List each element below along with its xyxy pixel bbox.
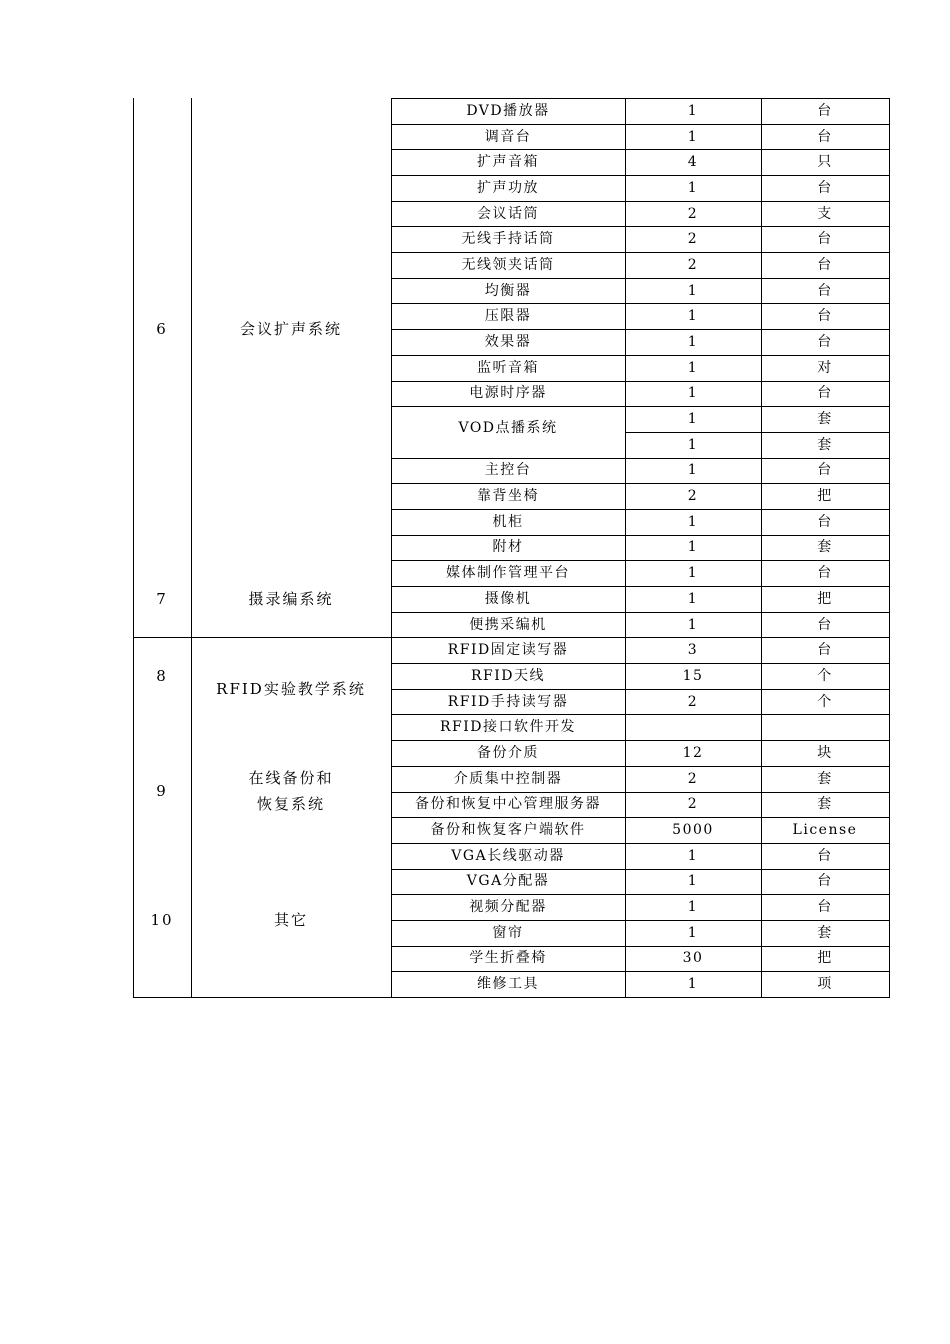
quantity-cell: 15 [682, 667, 704, 684]
item-name-cell: 扩声功放 [477, 179, 539, 196]
item-name-cell: 均衡器 [484, 282, 532, 299]
item-name-cell: VGA长线驱动器 [451, 847, 565, 864]
unit-cell: 套 [817, 539, 833, 556]
unit-cell: License [792, 822, 858, 839]
table-left-border [133, 98, 134, 998]
quantity-cell: 1 [687, 282, 699, 299]
quantity-cell: 1 [687, 539, 699, 556]
quantity-cell: 1 [687, 847, 699, 864]
unit-cell: 台 [817, 231, 833, 248]
item-name-cell: 视频分配器 [469, 899, 547, 916]
unit-cell: 台 [817, 179, 833, 196]
unit-cell: 个 [817, 667, 833, 684]
unit-cell: 把 [817, 488, 833, 505]
unit-cell: 台 [817, 565, 833, 582]
unit-cell: 对 [817, 359, 833, 376]
unit-cell: 块 [817, 744, 833, 761]
system-name-cell: 在线备份和 恢复系统 [248, 768, 334, 813]
unit-cell: 台 [817, 616, 833, 633]
quantity-cell: 1 [687, 411, 699, 428]
quantity-cell: 1 [687, 102, 699, 119]
unit-cell: 台 [817, 385, 833, 402]
quantity-cell: 1 [687, 873, 699, 890]
item-name-cell: 机柜 [492, 513, 524, 530]
quantity-cell: 2 [687, 770, 699, 787]
item-name-cell: 调音台 [484, 128, 532, 145]
item-name-cell: 无线领夹话筒 [461, 256, 555, 273]
quantity-cell: 1 [687, 590, 699, 607]
quantity-cell: 1 [687, 616, 699, 633]
quantity-cell: 1 [687, 385, 699, 402]
quantity-cell: 1 [687, 513, 699, 530]
item-name-cell: 扩声音箱 [477, 154, 539, 171]
quantity-cell: 1 [687, 462, 699, 479]
unit-cell: 台 [817, 333, 833, 350]
table-right-border [889, 98, 890, 998]
unit-cell: 台 [817, 899, 833, 916]
item-name-cell: 会议话筒 [477, 205, 539, 222]
item-name-cell: 压限器 [484, 308, 532, 325]
unit-cell: 套 [817, 796, 833, 813]
quantity-cell: 1 [687, 179, 699, 196]
item-name-cell: RFID天线 [470, 667, 545, 684]
unit-cell: 项 [817, 976, 833, 993]
quantity-cell: 2 [687, 693, 699, 710]
unit-cell: 只 [817, 154, 833, 171]
item-name-cell: RFID接口软件开发 [439, 719, 576, 736]
table-bottom-border [133, 997, 890, 998]
unit-cell: 台 [817, 847, 833, 864]
unit-cell: 台 [817, 308, 833, 325]
item-name-cell: 摄像机 [484, 590, 532, 607]
unit-cell: 台 [817, 102, 833, 119]
unit-cell: 把 [817, 950, 833, 967]
item-name-cell: 效果器 [484, 333, 532, 350]
system-number-cell: 6 [156, 319, 168, 338]
quantity-cell: 12 [682, 744, 704, 761]
unit-cell: 台 [817, 256, 833, 273]
item-name-cell: VOD点播系统 [458, 419, 558, 436]
quantity-cell: 4 [687, 154, 699, 171]
item-name-cell: RFID固定读写器 [447, 642, 569, 659]
item-name-cell: 主控台 [484, 462, 532, 479]
unit-cell: 台 [817, 873, 833, 890]
quantity-cell: 1 [687, 333, 699, 350]
unit-cell: 套 [817, 924, 833, 941]
item-name-cell: VGA分配器 [466, 873, 550, 890]
item-name-cell: 备份和恢复中心管理服务器 [415, 796, 601, 813]
quantity-cell: 2 [687, 205, 699, 222]
unit-cell: 台 [817, 282, 833, 299]
item-name-cell: 介质集中控制器 [453, 770, 563, 787]
quantity-cell: 1 [687, 924, 699, 941]
quantity-cell: 2 [687, 231, 699, 248]
quantity-cell: 1 [687, 436, 699, 453]
system-number-cell: 7 [156, 589, 168, 608]
unit-cell: 支 [817, 205, 833, 222]
item-name-cell: DVD播放器 [466, 102, 550, 119]
system-name-cell: 会议扩声系统 [239, 319, 342, 338]
quantity-cell: 1 [687, 128, 699, 145]
quantity-cell: 1 [687, 308, 699, 325]
item-name-cell: 附材 [492, 539, 524, 556]
quantity-cell: 30 [682, 950, 704, 967]
item-name-cell: 媒体制作管理平台 [446, 565, 570, 582]
quantity-cell: 2 [687, 488, 699, 505]
system-name-cell: RFID实验教学系统 [216, 679, 366, 698]
item-name-cell: RFID手持读写器 [447, 693, 569, 710]
unit-cell: 套 [817, 770, 833, 787]
unit-cell [761, 714, 889, 740]
group-divider [133, 637, 391, 638]
item-name-cell: 无线手持话筒 [461, 231, 555, 248]
quantity-cell: 1 [687, 359, 699, 376]
unit-cell: 套 [817, 436, 833, 453]
system-name-cell: 摄录编系统 [248, 589, 334, 608]
unit-cell: 套 [817, 411, 833, 428]
quantity-cell: 5000 [672, 822, 714, 839]
column-divider [191, 98, 192, 998]
system-number-cell: 10 [150, 910, 174, 929]
unit-cell: 把 [817, 590, 833, 607]
system-number-cell: 8 [156, 666, 168, 685]
quantity-cell: 2 [687, 796, 699, 813]
unit-cell: 台 [817, 642, 833, 659]
item-name-cell: 靠背坐椅 [477, 488, 539, 505]
item-name-cell: 学生折叠椅 [469, 950, 547, 967]
quantity-cell: 1 [687, 565, 699, 582]
system-number-cell: 9 [156, 781, 168, 800]
item-name-cell: 窗帘 [492, 924, 524, 941]
unit-cell: 台 [817, 462, 833, 479]
system-name-cell: 其它 [273, 910, 308, 929]
item-name-cell: 监听音箱 [477, 359, 539, 376]
quantity-cell: 3 [687, 642, 699, 659]
unit-cell: 台 [817, 513, 833, 530]
quantity-cell: 2 [687, 256, 699, 273]
quantity-cell: 1 [687, 976, 699, 993]
item-name-cell: 电源时序器 [469, 385, 547, 402]
quantity-cell: 1 [687, 899, 699, 916]
item-name-cell: 备份和恢复客户端软件 [430, 822, 586, 839]
quantity-cell [625, 714, 761, 740]
item-name-cell: 维修工具 [477, 976, 539, 993]
item-name-cell: 便携采编机 [469, 616, 547, 633]
unit-cell: 台 [817, 128, 833, 145]
item-name-cell: 备份介质 [477, 744, 539, 761]
unit-cell: 个 [817, 693, 833, 710]
